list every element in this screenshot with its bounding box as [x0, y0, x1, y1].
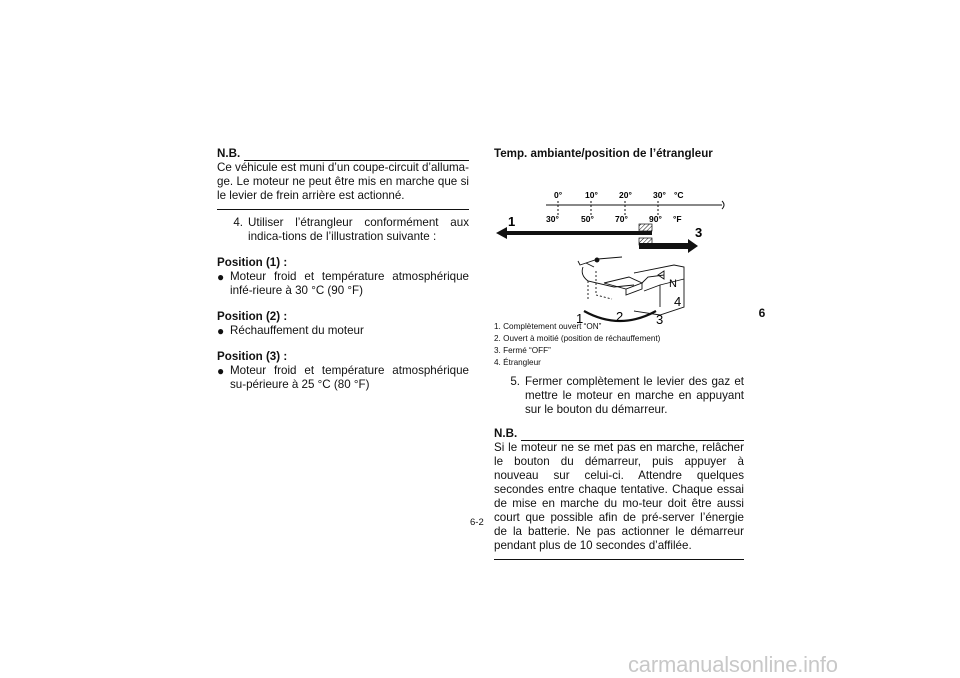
caption-item: 4. Étrangleur — [494, 358, 541, 367]
step-text: Fermer complètement le levier des gaz et mettre le moteur en marche en appuyant sur le bouton du démarreur. — [525, 375, 744, 416]
position-title: Position (1) : — [217, 256, 288, 269]
bullet-text: Réchauffement du moteur — [230, 324, 364, 337]
housing-outline — [642, 275, 664, 283]
caption-item: 1. Complètement ouvert “ON” — [494, 322, 602, 331]
bullet-text: Moteur froid et température atmosphérique infé-rieure à 30 °C (90 °F) — [230, 270, 469, 297]
neutral-mark: N — [669, 278, 677, 290]
fahrenheit-tick: 50° — [581, 214, 594, 224]
right-column — [494, 147, 744, 560]
watermark: carmanualsonline.info — [628, 652, 838, 677]
nb-rule — [521, 431, 744, 441]
choke-knob — [604, 277, 642, 289]
bullet-item — [217, 324, 469, 338]
figure-captions — [494, 321, 744, 369]
page-number: 6-2 — [470, 517, 484, 528]
choke-label-4: 4 — [674, 294, 682, 309]
position-title: Position (3) : — [217, 350, 288, 363]
arrow-left — [496, 227, 652, 239]
position-arrows — [496, 214, 702, 253]
celsius-tick: 10° — [585, 190, 598, 200]
nb-heading — [494, 427, 744, 441]
nb-text: Si le moteur ne se met pas en marche, relâcher le bouton du démarreur, puis appuyer à nouveau sur celui-ci. Attendre quelques secondes entre chaque tentative. Chaque essai de mise en marche du mo-teur doit être aussi court que possible afin de pré-server l’énergie de la batterie. Ne pas actionner le démarreur pendant plus de 10 secondes d’affilée. — [494, 441, 744, 552]
step-text: Utiliser l’étrangleur conformément aux indica-tions de l’illustration suivante : — [248, 216, 469, 243]
position-title: Position (2) : — [217, 310, 288, 323]
bullet-item — [217, 270, 469, 298]
housing-face — [644, 285, 660, 307]
choke-label-1: 1 — [576, 311, 584, 326]
celsius-tick: 20° — [619, 190, 632, 200]
step-number: 4. — [233, 216, 243, 229]
arrow-label-1: 1 — [508, 214, 516, 229]
fahrenheit-tick: 90° — [649, 214, 662, 224]
celsius-tick: 0° — [554, 190, 563, 200]
position-2 — [217, 310, 469, 338]
bullet-icon: ● — [217, 324, 225, 338]
scale-line-end — [722, 201, 724, 209]
lever-outline — [586, 263, 594, 267]
left-column — [217, 147, 469, 392]
celsius-unit: °C — [674, 190, 684, 200]
nb-text: Ce véhicule est muni d’un coupe-circuit d’alluma-ge. Le moteur ne peut être mis en marche que si le levier de frein arrière est actionné. — [217, 161, 469, 202]
bullet-icon: ● — [217, 364, 225, 378]
nb-heading — [217, 147, 469, 161]
bullet-text: Moteur froid et température atmosphérique su-périeure à 25 °C (80 °F) — [230, 364, 469, 391]
step-number: 5. — [510, 375, 520, 388]
fahrenheit-unit: °F — [673, 214, 682, 224]
celsius-tick: 30° — [653, 190, 666, 200]
fahrenheit-tick: 30° — [546, 214, 559, 224]
choke-label-2: 2 — [616, 309, 624, 324]
caption-item: 2. Ouvert à moitié (position de réchauffement) — [494, 334, 661, 343]
nb-end-rule — [217, 209, 469, 210]
pivot-dot-icon — [595, 258, 599, 262]
position-3 — [217, 350, 469, 392]
chapter-tab: 6 — [758, 306, 766, 320]
lever-outline — [578, 257, 622, 265]
nb-end-rule — [494, 559, 744, 560]
choke-label-3: 3 — [656, 312, 664, 327]
overlap-hatch-upper — [639, 224, 652, 231]
nb-label: N.B. — [494, 427, 518, 440]
choke-knob-side — [626, 283, 642, 295]
bullet-item — [217, 364, 469, 392]
step-5 — [494, 375, 744, 417]
caption-item: 3. Fermé “OFF” — [494, 346, 551, 355]
step-4 — [217, 216, 469, 244]
arrow-label-3: 3 — [695, 225, 703, 240]
nb-rule — [244, 151, 469, 161]
bullet-icon: ● — [217, 270, 225, 284]
position-1 — [217, 256, 469, 298]
nb-label: N.B. — [217, 147, 241, 160]
section-title: Temp. ambiante/position de l’étrangleur — [494, 147, 713, 160]
fahrenheit-tick: 70° — [615, 214, 628, 224]
